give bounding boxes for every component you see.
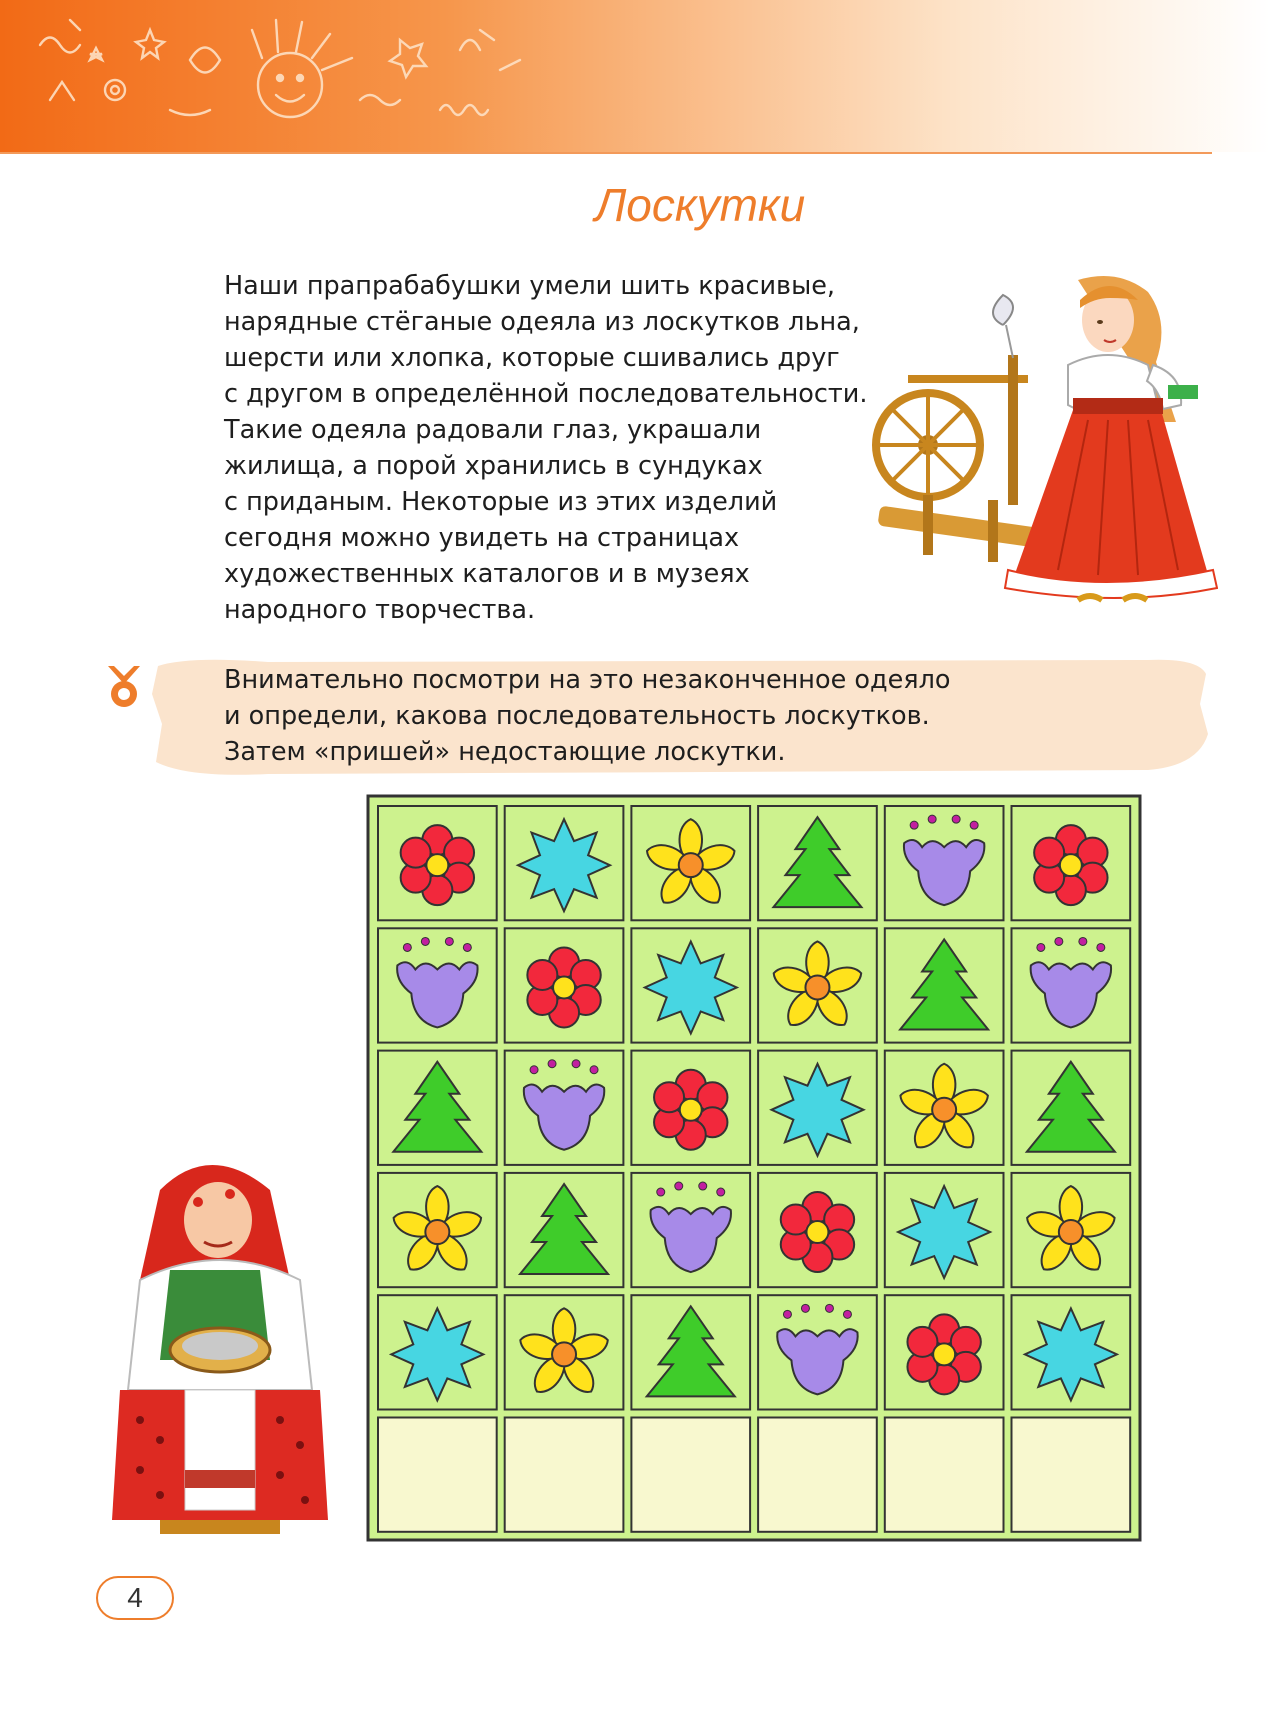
empty-quilt-patch[interactable] — [631, 1418, 750, 1532]
girl-figure — [1005, 276, 1217, 600]
intro-line: Такие одеяла радовали глаз, украшали — [224, 415, 762, 445]
grandmother-illustration — [100, 1150, 332, 1540]
intro-line: нарядные стёганые одеяла из лоскутков льна, — [224, 307, 860, 337]
intro-paragraph — [224, 268, 924, 628]
star-patch-icon — [391, 1308, 483, 1400]
patchwork-quilt — [364, 792, 1144, 1544]
intro-line: народного творчества. — [224, 595, 536, 625]
task-line: Внимательно посмотри на это незаконченное одеяло — [224, 665, 951, 695]
intro-line: с другом в определённой последовательности. — [224, 379, 868, 409]
star-patch-icon — [645, 942, 737, 1034]
intro-line: с приданым. Некоторые из этих изделий — [224, 487, 778, 517]
intro-line: Наши прапрабабушки умели шить красивые, — [224, 271, 836, 301]
empty-quilt-patch[interactable] — [505, 1418, 624, 1532]
empty-quilt-patch[interactable] — [885, 1418, 1004, 1532]
star-patch-icon — [898, 1186, 990, 1278]
task-marker-icon — [104, 662, 144, 710]
page-number-badge — [96, 1576, 174, 1620]
header-banner — [0, 0, 1270, 160]
spinning-wheel — [876, 295, 1054, 562]
task-line: и определи, какова последовательность лоскутков. — [224, 701, 930, 731]
star-patch-icon — [1025, 1308, 1117, 1400]
task-line: Затем «пришей» недостающие лоскутки. — [224, 737, 786, 767]
spinning-girl-illustration — [868, 270, 1218, 615]
page-number: 4 — [127, 1582, 143, 1613]
header-rule — [0, 152, 1212, 154]
star-patch-icon — [772, 1064, 864, 1156]
task-instructions — [224, 662, 1164, 770]
empty-quilt-patch[interactable] — [758, 1418, 877, 1532]
star-patch-icon — [518, 819, 610, 911]
intro-line: художественных каталогов и в музеях — [224, 559, 750, 589]
intro-line: шерсти или хлопка, которые сшивались друг — [224, 343, 840, 373]
empty-quilt-patch[interactable] — [1012, 1418, 1131, 1532]
intro-line: сегодня можно увидеть на страницах — [224, 523, 740, 553]
empty-quilt-patch[interactable] — [378, 1418, 497, 1532]
page-title: Лоскутки — [594, 179, 806, 231]
intro-line: жилища, а порой хранились в сундуках — [224, 451, 763, 481]
